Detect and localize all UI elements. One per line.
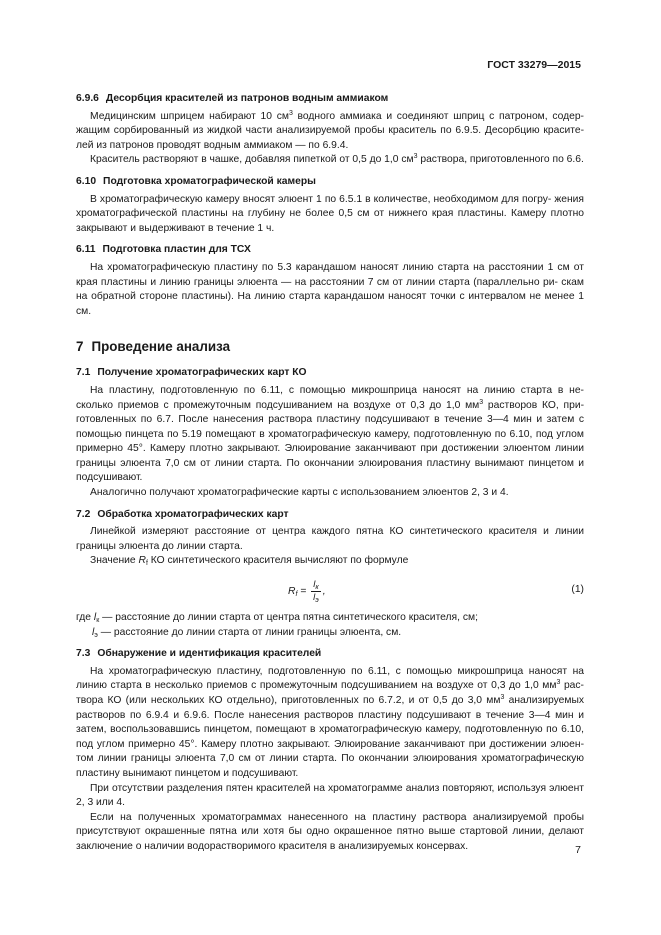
paragraph: В хроматографическую камеру вносят элюент 1 по 6.5.1 в количестве, необходимом для погру- жения хроматографической пластины на глубину не более 0,5 см от нижнего края пластины. Камеру плотно закрывают и выдерживают в течение 1 ч.	[76, 193, 584, 234]
superscript: 3	[288, 109, 293, 117]
superscript: 3	[479, 398, 484, 406]
section-title: Подготовка пластин для ТСХ	[102, 244, 251, 256]
paragraph: Линейкой измеряют расстояние от центра каждого пятна КО синтетического красителя и линии границы элюента до линии старта.	[76, 526, 584, 552]
chapter-heading-7	[76, 338, 584, 356]
paragraph: На хроматографическую пластину по 5.3 карандашом наносят линию старта на расстоянии 1 см от края пластины и линию границы элюента — на расстоянии 7 см от линии старта (параллельно ри- скам на обратной стороне пластины). На линию старта карандашом наносят точки с интервалом не менее 1 см.	[76, 261, 584, 317]
section-heading-7-2	[76, 508, 584, 523]
section-number: 6.9.6	[76, 93, 99, 104]
section-title: Получение хроматографических карт КО	[97, 367, 307, 379]
text-run: На хроматографическую пластину, подготовленную по 6.11, с помощью микрошприца наносят на линию старта в несколько приемов с промежуточным подсушиванием на воздухе от 0,3 до 1,0 мм	[76, 665, 584, 692]
subscript: э	[315, 597, 319, 605]
paragraph	[76, 665, 584, 782]
formula-block	[76, 571, 584, 609]
section-number: 6.10	[76, 175, 97, 187]
formula-where-line	[76, 611, 584, 626]
formula-punctuation: ,	[322, 586, 326, 598]
text-run: Краситель растворяют в чашке, добавляя пипеткой от 0,5 до 1,0 см	[90, 154, 414, 166]
section-heading-7-1	[76, 366, 584, 381]
page-number: 7	[575, 844, 581, 856]
section-heading-7-3	[76, 647, 584, 662]
section-heading-6-9-6	[76, 92, 584, 107]
section-title: Обработка хроматографических карт	[97, 508, 289, 520]
paragraph	[76, 554, 584, 569]
variable: l	[313, 592, 316, 604]
formula-lhs: R	[288, 586, 296, 598]
text-run: растворов КО, при- готовленных по 6.7. После нанесения раствора пластину подсушивают в течение 3—4 мин и затем с помощью пинцета по 5.19 помещают в хроматографическую камеру, подготовленную по 6.10, под углом примерно 45°. Камеру плотно закрывают. Элюирование заканчивают при достижении элюентом линии границы элюента 7,0 см от линии старта. По окончании элюирования пластину вынимают пинцетом и подсушивают.	[76, 399, 584, 484]
section-title: Обнаружение и идентификация красителей	[97, 648, 322, 660]
formula	[288, 579, 326, 604]
text-run: где	[76, 612, 94, 624]
text-run: — расстояние до линии старта от линии границы элюента, см.	[97, 626, 402, 638]
page-content	[76, 92, 584, 855]
section-number: 7.3	[76, 648, 91, 660]
section-number: 7.1	[76, 367, 91, 379]
section-title: Десорбция красителей из патронов водным аммиаком	[105, 93, 389, 104]
paragraph	[76, 110, 584, 154]
text-run: КО синтетического красителя вычисляют по формуле	[147, 555, 409, 567]
formula-number: (1)	[571, 584, 584, 596]
subscript: э	[94, 631, 98, 639]
text-run: — расстояние до линии старта от центра пятна синтетического красителя, см;	[99, 612, 478, 624]
text-run: рас- твора КО (или нескольких КО отдельно), приготовленных по 6.7.2, и от 0,5 до 3,0 мм	[76, 680, 584, 706]
text-run: На пластину, подготовленную по 6.11, с помощью микрошприца наносят на линию старта в не- сколько приемов с промежуточным подсушиванием на воздухе от 0,3 до 1,0 мм	[76, 384, 584, 411]
text-run: водного аммиака и соединяют шприц с патроном, содер- жащим сорбированный из жидкой части анализируемой пробы краситель по 6.9.5. Десорбцию красите- лей из патронов проводят водным аммиаком — по 6.9.4.	[76, 110, 584, 151]
section-title: Подготовка хроматографической камеры	[103, 175, 316, 187]
chapter-number: 7	[76, 339, 84, 355]
variable: l	[93, 612, 97, 624]
chapter-title: Проведение анализа	[91, 339, 231, 355]
equals-sign: =	[297, 586, 310, 598]
text-run: анализируемых растворов по 6.9.4 и 6.9.6. После нанесения растворов пластину подсушивают в течение 3—4 мин и затем, воспользовавшись пинцетом, помещают в хроматографическую камеру, подготовленную по 6.10, под углом примерно 45°. Камеру плотно закрывают. Элюирование заканчивают при достижении элюен- том линии границы элюента 7,0 см от линии старта. По окончании элюирования хроматографическую пластину вынимают пинцетом и подсушивают.	[76, 695, 585, 779]
text-run: Медицинским шприцем набирают 10 см	[90, 110, 289, 122]
subscript: f	[295, 591, 298, 599]
section-number: 7.2	[76, 508, 91, 520]
subscript: к	[96, 617, 100, 625]
paragraph: Аналогично получают хроматографические карты с использованием элюентов 2, 3 и 4.	[90, 487, 509, 499]
section-heading-6-10	[76, 175, 584, 190]
fraction	[311, 579, 321, 604]
formula-where-line	[92, 626, 584, 641]
subscript: к	[315, 584, 319, 592]
variable: R	[138, 555, 146, 567]
fraction-numerator	[311, 579, 321, 592]
fraction-denominator	[311, 592, 321, 604]
paragraph	[76, 384, 584, 486]
document-code: ГОСТ 33279—2015	[487, 59, 581, 71]
superscript: 3	[413, 153, 418, 161]
superscript: 3	[500, 694, 505, 701]
text-run: раствора, приготовленного по 6.6.	[417, 154, 584, 166]
variable: l	[92, 626, 95, 638]
paragraph: При отсутствии разделения пятен красителей на хроматограмме анализ повторяют, используя элюент 2, 3 или 4.	[76, 782, 584, 809]
superscript: 3	[556, 679, 561, 687]
variable: l	[313, 579, 316, 591]
section-number: 6.11	[76, 244, 96, 256]
paragraph: Если на полученных хроматограммах нанесенного на пластину раствора анализируемой пробы присутствуют окрашенные пятна или хотя бы одно окрашенное пятно выше стартовой линии, делают заключение о наличии водорастворимого красителя в анализируемых консервах.	[76, 811, 584, 852]
paragraph	[76, 153, 584, 168]
text-run: Значение	[90, 555, 139, 567]
section-heading-6-11	[76, 243, 584, 258]
subscript: f	[145, 560, 148, 568]
